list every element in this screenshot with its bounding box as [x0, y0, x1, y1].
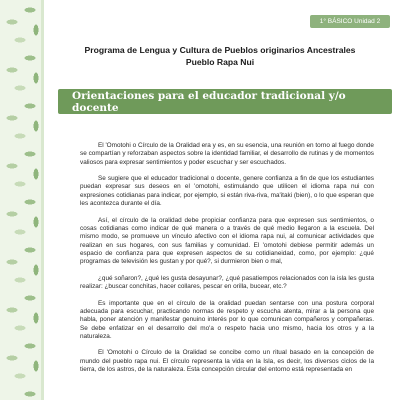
program-title: Programa de Lengua y Cultura de Pueblos originarios Ancestrales	[84, 45, 356, 55]
body-paragraph: El 'Omotohi o Círculo de la Oralidad se concibe como un ritual basado en la concepción de mundo del pueblo rapa nui. El círculo representa la vida en la Isla, es decir, los diversos ciclos de la tierra, de los astros, de la naturaleza. Esta concepción circular del entorno está representada en	[80, 349, 374, 374]
grade-unit-tab	[310, 15, 390, 28]
body-paragraph: El 'Omotohi o Círculo de la Oralidad era y es, en su esencia, una reunión en torno al fuego donde se compartían y reforzaban aspectos sobre la identidad familiar, el desarrollo de rutinas y de momentos valiosos para expresar sentimientos y poder escuchar y ser escuchados.	[80, 142, 374, 166]
people-title: Pueblo Rapa Nui	[185, 57, 255, 67]
border-stripe	[41, 0, 44, 400]
section-banner	[58, 89, 392, 114]
decorative-leaf-border	[0, 0, 44, 400]
body-paragraph: Se sugiere que el educador tradicional o docente, genere confianza a fin de que los estudiantes puedan expresar sus deseos en el 'omotohi, estimulando que utilicen el idioma rapa nui con expresiones cotidianas para indicar, por ejemplo, si están riva-riva, ma'itaki (bien), o lo que esperan que les acontezca durante el día.	[80, 175, 374, 208]
body-paragraph: Así, el círculo de la oralidad debe propiciar confianza para que expresen sus sentimientos, o cosas cotidianas como indicar de qué manera o a través de qué medio llegaron a la escuela. Del mismo modo, se promueve un vínculo afectivo con el idioma rapa nui, al comunicar actividades que realizan en sus hogares, con sus familias y comunidad. El 'omotohi debiese permitir además un espacio de confianza para que expresen aspectos de su cotidianeidad, como, por ejemplo: ¿qué programas de televisión les gustan y por qué?, si durmieron bien o mal,	[80, 216, 374, 266]
body-paragraph: Es importante que en el círculo de la oralidad puedan sentarse con una postura corporal adecuada para escuchar, practicando normas de respeto y escucha atenta, mirar a la persona que habla, poner atención y manifestar genuino interés por lo que comunican compañeros y compañeras. Se debe enfatizar en el desarrollo del mo'a o respeto hacia uno mismo, hacia los otros y a la naturaleza.	[80, 299, 374, 340]
grade-unit-label: 1° BÁSICO Unidad 2	[319, 18, 381, 25]
document-body	[80, 142, 374, 383]
document-header	[50, 44, 390, 68]
section-title: Orientaciones para el educador tradicional y/o docente	[72, 89, 346, 114]
body-paragraph: ¿qué soñaron?, ¿qué les gusta desayunar?, ¿qué pasatiempos relacionados con la isla les gusta realizar: ¿buscar conchitas, hacer collares, pescar en orilla, bucear, etc.?	[80, 274, 374, 291]
